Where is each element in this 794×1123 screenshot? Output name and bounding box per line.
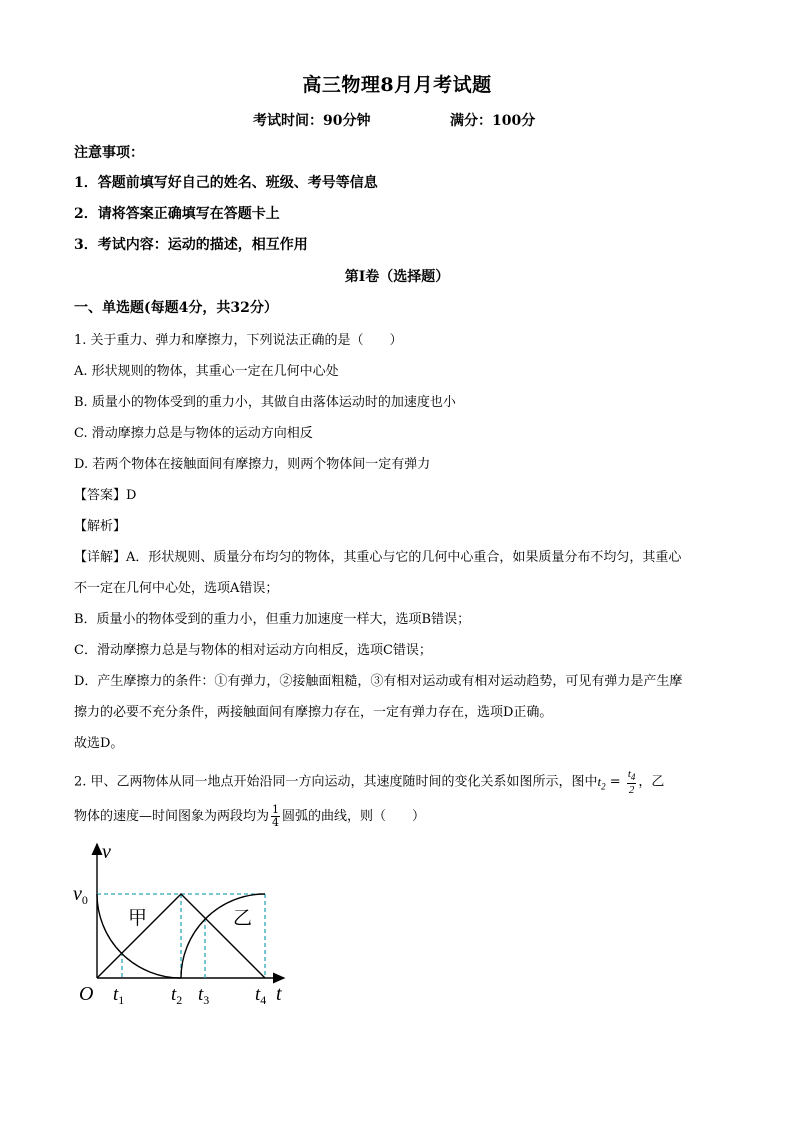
q1-analysis-label: 【解析】 [74,519,127,534]
notice-item-3: 3．考试内容：运动的描述，相互作用 [74,237,308,253]
axis-t-label: t [276,983,282,1005]
q1-option-d: D. 若两个物体在接触面间有摩擦力，则两个物体间一定有弹力 [74,457,431,472]
t3-label: $t_3$ [198,984,210,1007]
v0-label: $v_0$ [73,883,88,907]
vt-graph [70,838,300,1010]
q2-quarter-fraction: $\frac{1}{4}$ [272,803,280,829]
axis-v-label: v [102,841,111,863]
notice-item-1: 1．答题前填写好自己的姓名、班级、考号等信息 [74,175,378,191]
q1-answer: 【答案】D [74,488,137,503]
origin-label: O [79,983,94,1005]
full-score: 满分：100分 [450,113,536,129]
q2-eq-lhs: $t_2$ [597,773,606,792]
exam-time: 考试时间：90分钟 [253,113,371,129]
part-title: 第I卷（选择题） [344,269,450,285]
notice-heading: 注意事项： [74,145,144,161]
q1-option-a: A. 形状规则的物体，其重心一定在几何中心处 [74,364,339,379]
q2-line-1: 2. 甲、乙两物体从同一地点开始沿同一方向运动，其速度随时间的变化关系如图所示，图中$t_2$ = $\frac{t_4}{2}$ ，乙 [74,768,665,797]
q1-stem: 1. 关于重力、弹力和摩擦力，下列说法正确的是（ ） [74,333,403,348]
q2-eq-fraction: $\frac{t_4}{2}$ [627,768,636,797]
q2-text: 物体的速度—时间图象为两段均为 [74,809,270,824]
q1-explanation-line: 不一定在几何中心处，选项A错误； [74,581,279,596]
q1-explanation-line: D．产生摩擦力的条件：①有弹力，②接触面粗糙，③有相对运动或有相对运动趋势，可见有弹力是产生摩 [74,674,683,689]
q1-explanation-line: 擦力的必要不充分条件，两接触面间有摩擦力存在，一定有弹力存在，选项D正确。 [74,705,553,720]
q1-option-b: B. 质量小的物体受到的重力小，其做自由落体运动时的加速度也小 [74,395,456,410]
q2-line-2 [74,804,425,829]
t2-label: $t_2$ [171,984,183,1007]
q2-text: 圆弧的曲线，则（ ） [282,809,426,824]
q1-explanation-line: C．滑动摩擦力总是与物体的相对运动方向相反，选项C错误； [74,643,432,658]
t1-label: $t_1$ [113,984,125,1007]
q1-option-c: C. 滑动摩擦力总是与物体的运动方向相反 [74,426,313,441]
notice-item-2: 2．请将答案正确填写在答题卡上 [74,206,280,222]
page-title: 高三物理8月月考试题 [302,74,492,96]
q2-text: 2. 甲、乙两物体从同一地点开始沿同一方向运动，其速度随时间的变化关系如图所示，图中 [74,774,598,790]
section-title: 一、单选题(每题4分，共32分） [74,300,278,316]
jia-label: 甲 [128,907,148,929]
q1-explanation-line: B．质量小的物体受到的重力小，但重力加速度一样大，选项B错误； [74,612,471,627]
q2-text: ，乙 [638,774,665,790]
t4-label: $t_4$ [255,984,267,1007]
yi-label: 乙 [233,907,253,929]
q1-explanation-line: 故选D。 [74,736,124,751]
q1-explanation-line: 【详解】A．形状规则、质量分布均匀的物体，其重心与它的几何中心重合，如果质量分布不均匀，其重心 [74,550,682,565]
